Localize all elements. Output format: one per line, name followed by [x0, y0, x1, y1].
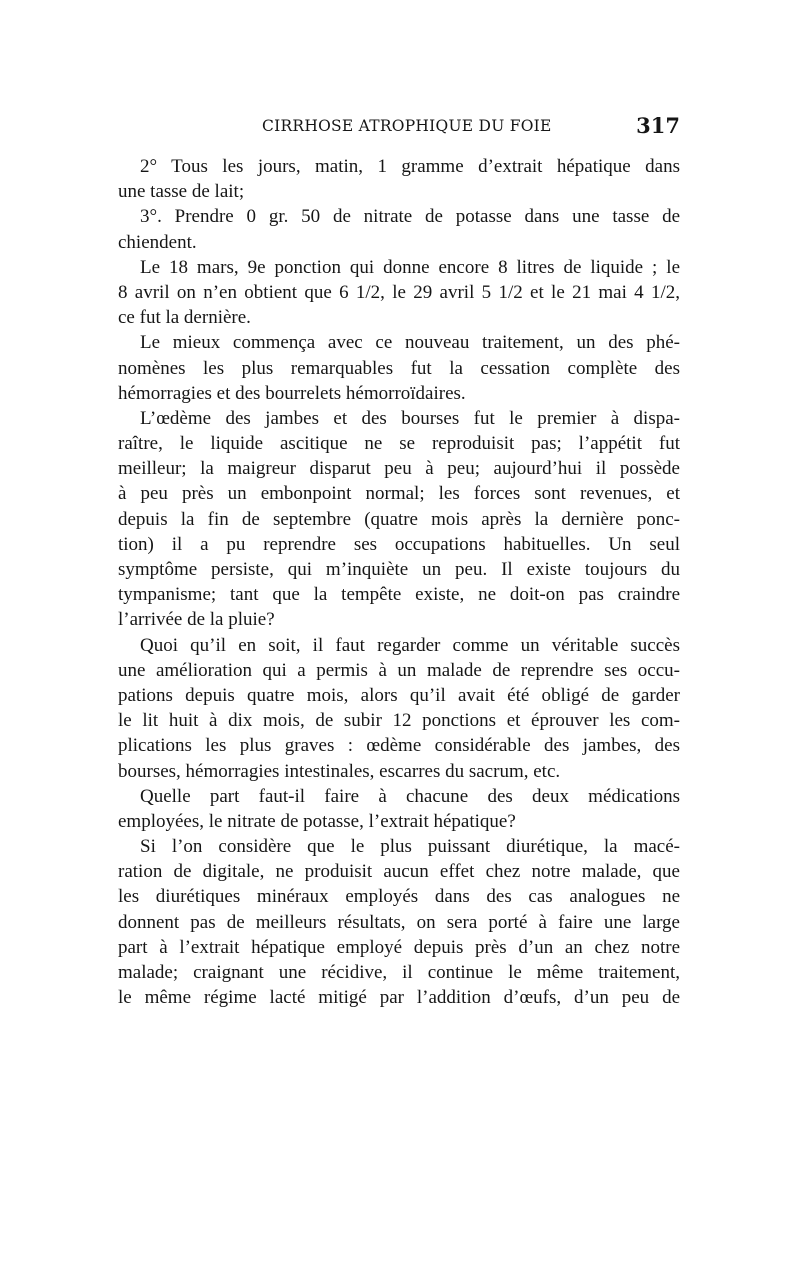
text-line: les diurétiques minéraux employés dans des cas analogues ne: [118, 886, 680, 908]
text-line: depuis la fin de septembre (quatre mois après la dernière ponc-: [118, 508, 680, 530]
text-line: à peu près un embonpoint normal; les forces sont revenues, et: [118, 483, 680, 505]
text-line: hémorragies et des bourrelets hémorroïdaires.: [118, 382, 466, 404]
text-line: le lit huit à dix mois, de subir 12 ponctions et éprouver les com-: [118, 710, 680, 732]
text-line: symptôme persiste, qui m’inquiète un peu. Il existe toujours du: [118, 559, 680, 580]
text-line: une amélioration qui a permis à un malade de reprendre ses occu-: [118, 659, 680, 681]
text-line: part à l’extrait hépatique employé depuis près d’un an chez notre: [118, 936, 680, 958]
text-line: 3°. Prendre 0 gr. 50 de nitrate de potasse dans une tasse de: [140, 206, 680, 228]
page-header: [118, 113, 680, 143]
text-line: bourses, hémorragies intestinales, escarres du sacrum, etc.: [118, 760, 561, 782]
text-line: nomènes les plus remarquables fut la cessation complète des: [118, 357, 680, 379]
text-line: 2° Tous les jours, matin, 1 gramme d’extrait hépatique dans: [140, 156, 680, 177]
text-line: employées, le nitrate de potasse, l’extrait hépatique?: [118, 810, 516, 832]
text-line: L’œdème des jambes et des bourses fut le premier à dispa-: [140, 407, 680, 429]
text-line: l’arrivée de la pluie?: [118, 609, 275, 631]
text-line: une tasse de lait;: [118, 181, 245, 203]
text-line: Quelle part faut-il faire à chacune des deux médications: [140, 785, 680, 807]
text-line: Si l’on considère que le plus puissant diurétique, la macé-: [140, 836, 680, 858]
text-line: Le 18 mars, 9e ponction qui donne encore 8 litres de liquide ; le: [140, 256, 680, 278]
running-head: CIRRHOSE ATROPHIQUE DU FOIE: [262, 117, 552, 135]
text-line: Quoi qu’il en soit, il faut regarder comme un véritable succès: [140, 634, 680, 656]
text-line: donnent pas de meilleurs résultats, on sera porté à faire une large: [118, 911, 680, 933]
text-line: ration de digitale, ne produisit aucun effet chez notre malade, que: [118, 861, 680, 883]
text-line: malade; craignant une récidive, il continue le même traitement,: [118, 962, 680, 983]
text-line: tympanisme; tant que la tempête existe, ne doit-on pas craindre: [118, 584, 680, 606]
text-line: ce fut la dernière.: [118, 307, 251, 329]
text-line: le même régime lacté mitigé par l’addition d’œufs, d’un peu de: [118, 987, 680, 1009]
text-line: 8 avril on n’en obtient que 6 1/2, le 29 avril 5 1/2 et le 21 mai 4 1/2,: [118, 281, 680, 303]
text-line: Le mieux commença avec ce nouveau traitement, un des phé-: [140, 332, 680, 354]
text-line: raître, le liquide ascitique ne se reproduisit pas; l’appétit fut: [118, 433, 680, 455]
text-line: pations depuis quatre mois, alors qu’il avait été obligé de garder: [118, 684, 680, 706]
text-line: meilleur; la maigreur disparut peu à peu; aujourd’hui il possède: [118, 458, 680, 480]
page-number: 317: [636, 113, 680, 138]
text-line: plications les plus graves : œdème considérable des jambes, des: [118, 735, 680, 757]
body-text: [118, 154, 680, 1010]
text-line: chiendent.: [118, 231, 197, 253]
text-line: tion) il a pu reprendre ses occupations habituelles. Un seul: [118, 533, 680, 555]
